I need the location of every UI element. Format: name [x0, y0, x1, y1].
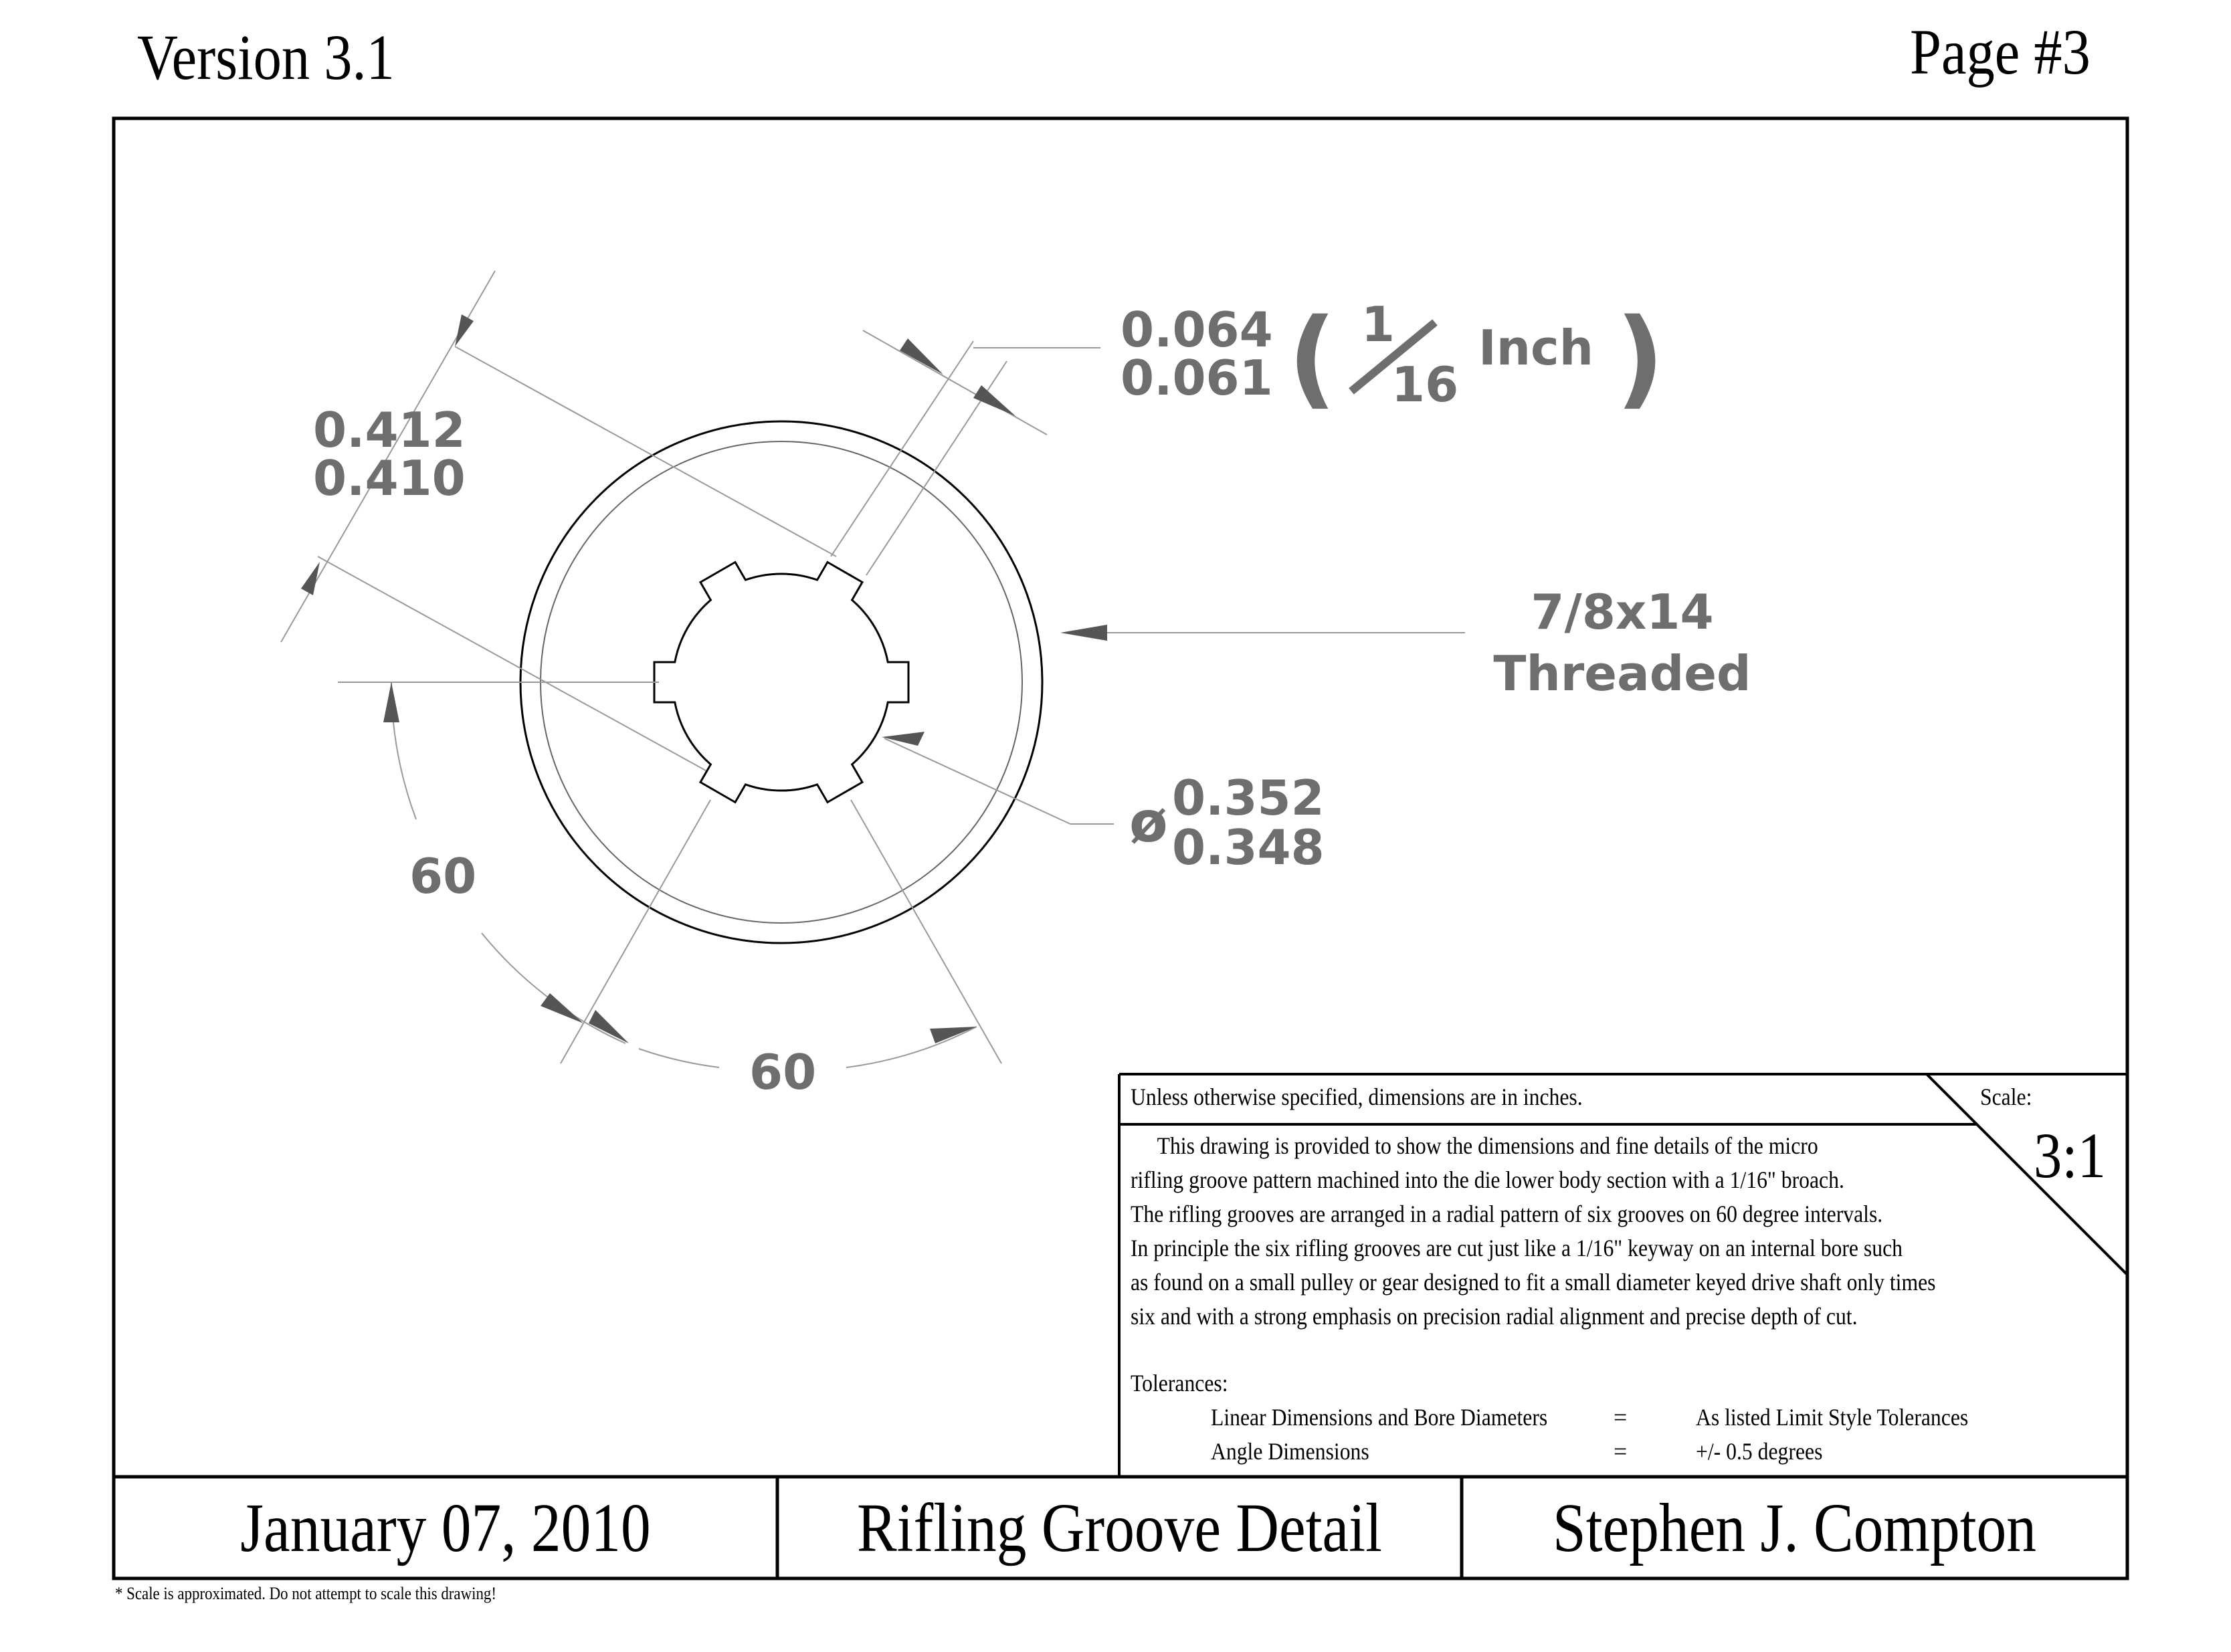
tolerance-item-linear: Linear Dimensions and Bore Diameters: [1211, 1404, 1548, 1431]
bore-leader: [884, 738, 1070, 824]
angle-arrowhead-left-top: [383, 682, 399, 722]
fraction-open-paren: (: [1288, 295, 1337, 420]
groove-extension-line-b: [318, 556, 706, 770]
fraction-close-paren: ): [1616, 295, 1665, 420]
angle-arrowhead-bottom-left: [589, 1010, 629, 1043]
tolerance-item-angle: Angle Dimensions: [1211, 1438, 1369, 1465]
width-arrowhead-right: [973, 385, 1015, 416]
width-dimension-line: [863, 330, 1047, 435]
angle-arrowhead-bottom-right: [930, 1027, 977, 1043]
tolerance-eq-linear: =: [1614, 1404, 1628, 1431]
tolerance-value-linear: As listed Limit Style Tolerances: [1696, 1404, 1969, 1431]
fraction-unit: Inch: [1478, 320, 1593, 376]
angle-arrowhead-left-bottom: [541, 993, 583, 1023]
description-line: six and with a strong emphasis on precision radial alignment and precise depth of cut.: [1131, 1303, 1858, 1330]
drawing-date: January 07, 2010: [240, 1489, 651, 1566]
groove-arrowhead-top: [455, 314, 474, 346]
rifled-bore-profile: [654, 562, 908, 803]
description-line: rifling groove pattern machined into the die lower body section with a 1/16" broach.: [1131, 1166, 1844, 1193]
scale-value: 3:1: [2034, 1120, 2106, 1191]
angle-left-label: 60: [409, 848, 477, 904]
angle-bottom-label: 60: [749, 1044, 817, 1100]
bore-diameter-lower: 0.348: [1172, 819, 1325, 875]
fraction-denominator: 16: [1391, 356, 1459, 413]
diameter-symbol: ø: [1129, 789, 1168, 855]
bore-diameter-upper: 0.352: [1172, 770, 1325, 826]
width-lower-limit: 0.061: [1121, 350, 1273, 406]
keyway-extension-left: [831, 341, 973, 556]
tolerance-value-angle: +/- 0.5 degrees: [1696, 1438, 1823, 1465]
bore-outline: [654, 562, 908, 803]
description-line: The rifling grooves are arranged in a radial pattern of six grooves on 60 degree intervals.: [1131, 1201, 1883, 1227]
width-upper-limit: 0.064: [1121, 302, 1273, 358]
description-line: This drawing is provided to show the dimensions and fine details of the micro: [1157, 1132, 1818, 1159]
version-label: Version 3.1: [137, 21, 395, 93]
width-arrowhead-left: [900, 338, 943, 375]
groove-depth-lower: 0.410: [313, 450, 466, 506]
fraction-numerator: 1: [1361, 296, 1395, 352]
bore-arrowhead: [882, 732, 925, 746]
page-number: Page #3: [1910, 16, 2091, 88]
drawing-title: Rifling Groove Detail: [857, 1489, 1382, 1566]
bottom-left-extension-line: [561, 800, 710, 1063]
thread-type: Threaded: [1493, 645, 1751, 702]
description-line: In principle the six rifling grooves are cut just like a 1/16" keyway on an internal bore such: [1131, 1235, 1903, 1261]
bottom-right-extension-line: [851, 800, 1001, 1063]
thread-spec: 7/8x14: [1531, 584, 1714, 640]
groove-depth-upper: 0.412: [313, 402, 466, 458]
description-block: [1131, 1129, 1936, 1334]
groove-extension-line-a: [455, 346, 836, 556]
units-note: Unless otherwise specified, dimensions are in inches.: [1131, 1083, 1583, 1110]
description-line: as found on a small pulley or gear designed to fit a small diameter keyed drive shaft only times: [1131, 1269, 1936, 1296]
scale-label: Scale:: [1980, 1083, 2032, 1110]
tolerances-label: Tolerances:: [1131, 1370, 1228, 1397]
tolerance-eq-angle: =: [1614, 1438, 1628, 1465]
thread-arrowhead: [1060, 625, 1107, 641]
scale-footnote: * Scale is approximated. Do not attempt to scale this drawing!: [115, 1584, 496, 1603]
drawing-author: Stephen J. Compton: [1553, 1489, 2036, 1566]
